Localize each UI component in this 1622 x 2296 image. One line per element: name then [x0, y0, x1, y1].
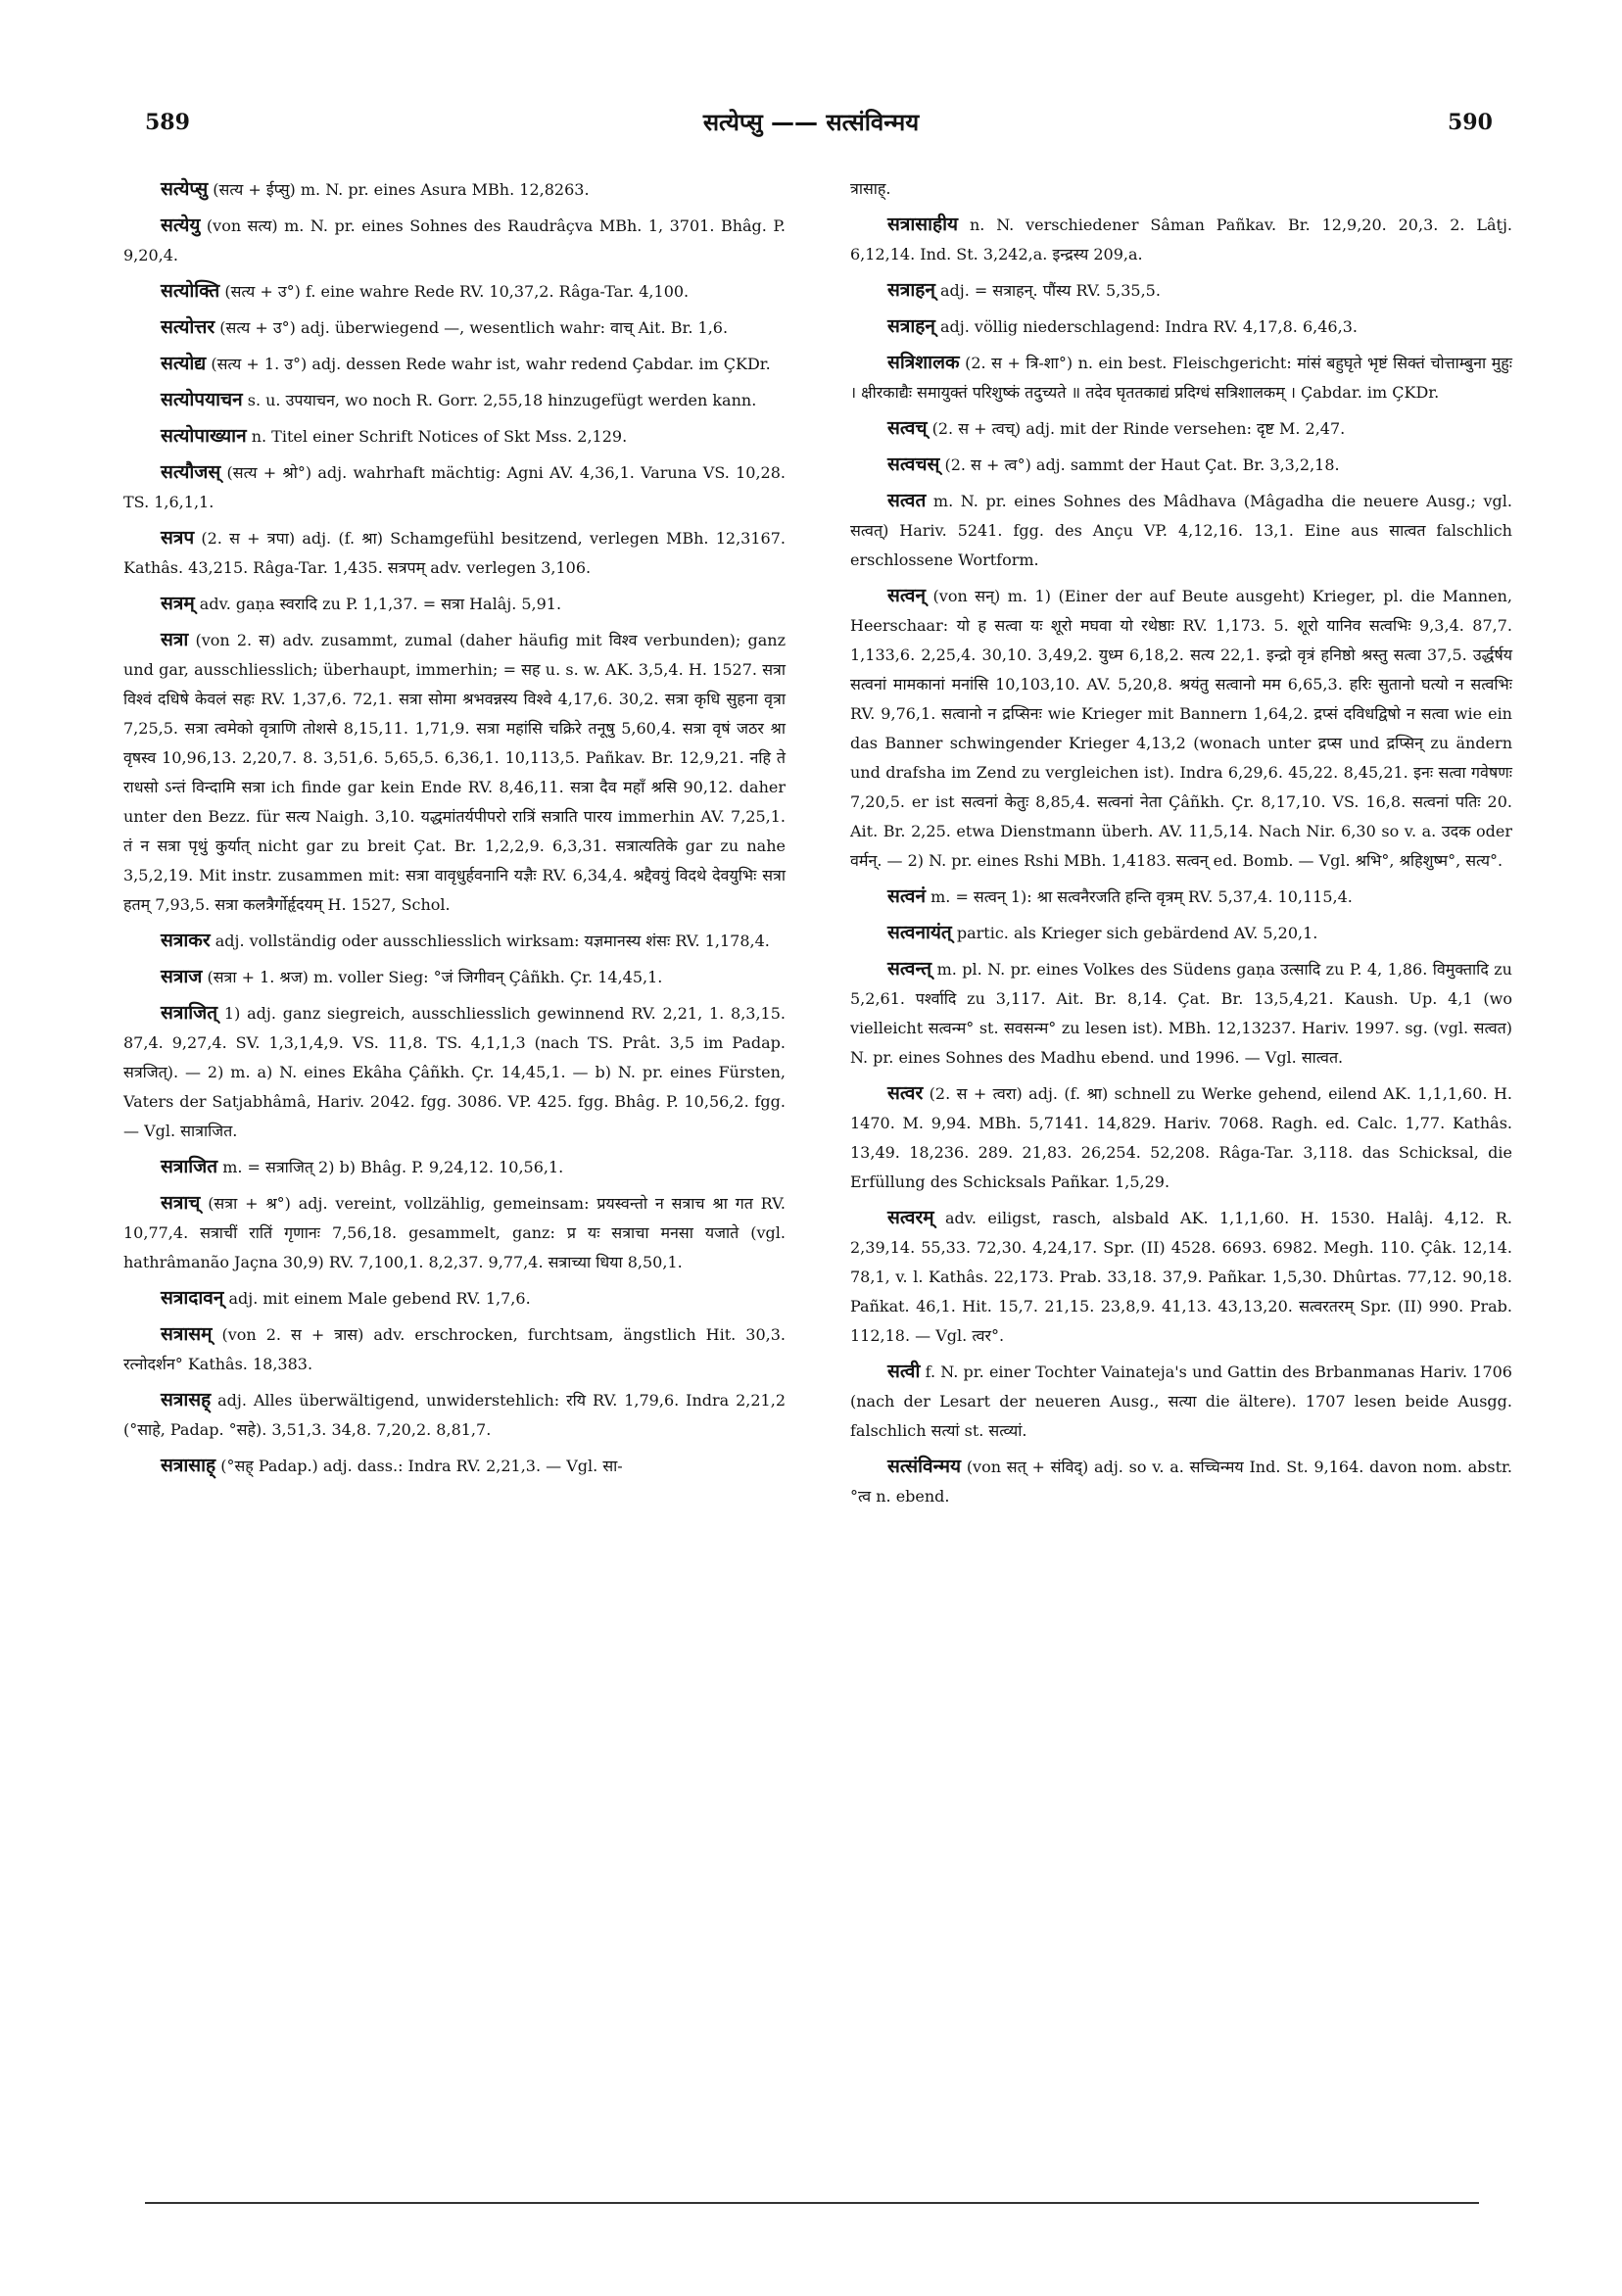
dictionary-entry [850, 348, 1512, 407]
entry-headword: सत्योक्ति [161, 280, 220, 302]
dictionary-entry [123, 276, 786, 307]
entry-text: adj. vollständig oder ausschliesslich wirksam: यज्ञमानस्य शंसः RV. 1,178,4. [215, 932, 770, 950]
dictionary-entry [123, 174, 786, 205]
entry-text: adj. Alles überwältigend, unwiderstehlich: रयि RV. 1,79,6. Indra 2,21,2 (°साहे, Padap. °सहे). 3,51,3. 34,8. 7,20,2. 8,81,7. [123, 1391, 787, 1439]
entry-text: adv. eiligst, rasch, alsbald AK. 1,1,1,60. H. 1530. Halâj. 4,12. R. 2,39,14. 55,33. 72,30. 4,24,17. Spr. (II) 4528. 6693. 6982. Megh. 110. Çâk. 12,14. 78,1, v. l. Kathâs. 22,173. Prab. 33,18. 37,9. Pañkar. 1,5,30. Dhûrtas. 77,12. 90,18. Pañkat. 46,1. Hit. 15,7. 21,15. 23,8,9. 41,13. 43,13,20. सत्वरतरम् Spr. (II) 990. Prab. 112,18. — Vgl. त्वर°. [850, 1209, 1512, 1345]
entry-text: (2. स + त्वच्) adj. mit der Rinde versehen: दृष्ट M. 2,47. [931, 419, 1346, 438]
dictionary-entry [123, 421, 786, 452]
left-page-number: 589 [145, 110, 190, 135]
dictionary-entry [850, 581, 1512, 876]
dictionary-entry [850, 413, 1512, 444]
entry-text: (सत्य + ईप्सु) m. N. pr. eines Asura MBh. 12,8263. [213, 180, 590, 199]
entry-headword: सत्रासाह् [161, 1455, 216, 1476]
dictionary-entry [850, 1357, 1512, 1446]
entry-text: (°सह् Padap.) adj. dass.: Indra RV. 2,21,3. — Vgl. सा- [220, 1457, 623, 1475]
entry-headword: सत्वनायंत् [887, 922, 952, 943]
entry-headword: सत्रप [161, 527, 195, 549]
entry-text: (2. स + त्व°) adj. sammt der Haut Çat. Br. 3,3,2,18. [944, 455, 1340, 474]
entry-headword: सत्योपयाचन [161, 389, 243, 410]
entry-text: (सत्रा + श्र°) adj. vereint, vollzählig, gemeinsam: प्रयस्वन्तो न सत्राच श्रा गत RV. 10,77,4. सत्राचीं रातिं गृणानः 7,56,18. gesammelt, ganz: प्र यः सत्राचा मनसा यजाते (vgl. hathrâmanão Jaçna 30,9) RV. 7,100,1. 8,2,37. 9,77,4. सत्राच्या धिया 8,50,1. [123, 1194, 786, 1271]
dictionary-entry [123, 523, 786, 583]
entry-headword: सत्रादावन् [161, 1287, 224, 1309]
entry-text: (von 2. स + त्रास) adv. erschrocken, furchtsam, ängstlich Hit. 30,3. रत्नोदर्शन° Kathâs. 18,383. [123, 1325, 786, 1373]
entry-headword: सत्रासह् [161, 1389, 212, 1411]
entry-text: n. Titel einer Schrift Notices of Skt Mss. 2,129. [251, 427, 628, 446]
dictionary-entry [850, 311, 1512, 342]
dictionary-entry [123, 385, 786, 415]
entry-headword: सत्राच् [161, 1192, 201, 1214]
dictionary-entry [123, 998, 786, 1146]
entry-text: (von सत्य) m. N. pr. eines Sohnes des Raudrâçva MBh. 1, 3701. Bhâg. P. 9,20,4. [123, 216, 786, 264]
entry-headword: सत्राहन् [887, 279, 935, 301]
entry-headword: सत्वनं [887, 885, 926, 907]
entry-headword: सत्वन्त् [887, 958, 932, 980]
entry-text: partic. als Krieger sich gebärdend AV. 5,20,1. [956, 924, 1318, 942]
dictionary-entry [850, 1078, 1512, 1197]
entry-headword: सत्रा [161, 629, 189, 650]
dictionary-entry [123, 457, 786, 517]
dictionary-entry [850, 954, 1512, 1073]
dictionary-entry [850, 1452, 1512, 1511]
entry-text: m. pl. N. pr. eines Volkes des Südens gaṇa उत्सादि zu P. 4, 1,86. विमुक्तादि zu 5,2,61. पर्श्वादि zu 3,117. Ait. Br. 8,14. Çat. Br. 13,5,4,21. Kaush. Up. 4,1 (wo vielleicht सत्वन्म° st. सवसन्म° zu lesen ist). MBh. 12,13237. Hariv. 1997. sg. (vgl. सत्वत) N. pr. eines Sohnes des Madhu ebend. und 1996. — Vgl. सात्वत. [850, 960, 1512, 1067]
entry-headword: सत्संविन्मय [887, 1456, 962, 1477]
dictionary-entry [123, 625, 786, 920]
entry-headword: सत्वरम् [887, 1207, 934, 1228]
entry-headword: सत्योपाख्यान [161, 425, 247, 447]
entry-text: n. N. verschiedener Sâman Pañkav. Br. 12,9,20. 20,3. 2. Lâṭj. 6,12,14. Ind. St. 3,242,a. इन्द्रस्य 209,a. [850, 215, 1512, 263]
footer-rule [145, 2202, 1479, 2204]
dictionary-entry [123, 312, 786, 343]
entry-headword: सत्राकर [161, 930, 211, 951]
dictionary-entry [850, 486, 1512, 575]
entry-text: adv. gaṇa स्वरादि zu P. 1,1,37. = सत्रा Halâj. 5,91. [199, 595, 562, 613]
entry-text: adj. völlig niederschlagend: Indra RV. 4,17,8. 6,46,3. [939, 317, 1358, 336]
dictionary-entry [123, 1319, 786, 1379]
running-head: सत्येप्सु —— सत्संविन्मय [702, 109, 920, 136]
entry-text: (2. स + त्रि-शा°) n. ein best. Fleischgericht: मांसं बहुघृते भृष्टं सिक्तं चोत्ताम्बुना मुहुः । क्षीरकाद्यैः समायुक्तं परिशुष्कं तदुच्यते ॥ तदेव घृततकाद्यं प्रदिग्धं सत्रिशालकम् । Çabdar. im ÇKDr. [850, 354, 1512, 402]
entry-text: त्रासाह्. [850, 179, 891, 198]
dictionary-entry [123, 1152, 786, 1182]
dictionary-entry [123, 1283, 786, 1314]
entry-text: (सत्रा + 1. श्रज) m. voller Sieg: °जं जिगीवन् Çâñkh. Çr. 14,45,1. [207, 968, 663, 986]
entry-text: adj. = सत्राहन्. पौंस्य RV. 5,35,5. [939, 281, 1161, 300]
entry-headword: सत्रम् [161, 593, 195, 614]
entry-headword: सत्रिशालक [887, 352, 960, 373]
dictionary-entry [850, 1203, 1512, 1351]
entry-headword: सत्वर [887, 1082, 924, 1104]
dictionary-entry [123, 926, 786, 956]
right-page-number: 590 [1448, 110, 1493, 135]
left-column [123, 174, 786, 1487]
entry-headword: सत्योत्तर [161, 316, 215, 338]
entry-text: adj. mit einem Male gebend RV. 1,7,6. [228, 1289, 531, 1308]
dictionary-entry [850, 882, 1512, 912]
entry-text: s. u. उपयाचन, wo noch R. Gorr. 2,55,18 hinzugefügt werden kann. [247, 391, 757, 409]
entry-headword: सत्रासाहीय [887, 214, 959, 235]
entry-headword: सत्रासम् [161, 1323, 213, 1345]
entry-headword: सत्वी [887, 1361, 921, 1382]
entry-text: (सत्य + 1. उ°) adj. dessen Rede wahr ist, wahr redend Çabdar. im ÇKDr. [211, 355, 771, 373]
entry-text: m. = सत्राजित् 2) b) Bhâg. P. 9,24,12. 10,56,1. [222, 1158, 564, 1176]
entry-text: (सत्य + उ°) adj. überwiegend —, wesentlich wahr: वाच् Ait. Br. 1,6. [219, 318, 729, 337]
dictionary-entry [123, 1385, 786, 1445]
entry-headword: सत्वन् [887, 585, 926, 606]
entry-text: (2. स + त्रपा) adj. (f. श्रा) Schamgefühl besitzend, verlegen MBh. 12,3167. Kathâs. 43,215. Râga-Tar. 1,435. सत्रपम् adv. verlegen 3,106. [123, 529, 786, 577]
entry-text: m. N. pr. eines Sohnes des Mâdhava (Mâgadha die neuere Ausg.; vgl. सत्वत्) Hariv. 5241. fgg. des Ançu VP. 4,12,16. 13,1. Eine aus सात्वत falschlich erschlossene Wortform. [850, 492, 1512, 569]
entry-text: (von सत् + संविद्) adj. so v. a. सच्चिन्मय Ind. St. 9,164. davon nom. abstr. °त्व n. ebend. [850, 1458, 1512, 1506]
entry-text: m. = सत्वन् 1): श्रा सत्वनैरजति हन्ति वृत्रम् RV. 5,37,4. 10,115,4. [930, 887, 1353, 906]
entry-text: (2. स + त्वरा) adj. (f. श्रा) schnell zu Werke gehend, eilend AK. 1,1,1,60. H. 1470. M. 9,94. MBh. 5,7141. 14,829. Hariv. 7068. Ragh. ed. Calc. 1,77. Kathâs. 13,49. 18,236. 289. 21,83. 26,254. 52,208. Râga-Tar. 3,118. das Schicksal, die Erfüllung des Schicksals Pañkar. 1,5,29. [850, 1084, 1512, 1191]
entry-headword: सत्राजित् [161, 1002, 218, 1024]
dictionary-entry [123, 1451, 786, 1481]
dictionary-entry [850, 918, 1512, 948]
right-column [850, 174, 1512, 1517]
dictionary-entry [123, 1188, 786, 1277]
dictionary-entry [850, 275, 1512, 306]
entry-text: (von सन्) m. 1) (Einer der auf Beute ausgeht) Krieger, pl. die Mannen, Heerschaar: यो ह सत्वा यः शूरो मघवा यो रथेष्ठाः RV. 1,173. 5. शूरो यानिव सत्वभिः 9,3,4. 87,7. 1,133,6. 2,25,4. 30,10. 3,49,2. युध्म 6,18,2. सत्य 22,1. इन्द्रो वृत्रं हनिष्ठो श्रस्तु सत्वा 37,5. उर्द्धर्षय सत्वनां मामकानां मनांसि 10,103,10. AV. 5,20,8. श्रयंतु सत्वानो मम 6,65,3. हरिः सुतानो घत्यो न सत्वभिः RV. 9,76,1. सत्वानो न द्रप्सिनः wie Krieger mit Bannern 1,64,2. द्रप्सं दविधद्विषो न सत्वा wie ein das Banner schwingender Krieger 4,13,2 (wonach unter द्रप्स und द्रप्सिन् zu ändern und drafsha im Zend zu vergleichen ist). Indra 6,29,6. 45,22. 8,45,21. इनः सत्वा गवेषणः 7,20,5. er ist सत्वनां केतुः 8,85,4. सत्वनां नेता Çâñkh. Çr. 8,17,10. VS. 16,8. सत्वनां पतिः 20. Ait. Br. 2,25. etwa Dienstmann überh. AV. 11,5,14. Nach Nir. 6,30 so v. a. उदक oder वर्मन्. — 2) N. pr. eines Rshi MBh. 1,4183. सत्वन् ed. Bomb. — Vgl. श्रभि°, श्रहिशुष्म°, सत्य°. [850, 587, 1512, 870]
dictionary-entry [850, 450, 1512, 480]
entry-headword: सत्येप्सु [161, 178, 209, 200]
entry-headword: सत्वत [887, 490, 927, 511]
entry-text: f. N. pr. einer Tochter Vainateja's und Gattin des Brbanmanas Hariv. 1706 (nach der Lesart der neueren Ausg., सत्या die ältere). 1707 lesen beide Ausgg. falschlich सत्यां st. सत्व्यां. [850, 1363, 1512, 1440]
entry-headword: सत्राज [161, 966, 203, 987]
entry-text: 1) adj. ganz siegreich, ausschliesslich gewinnend RV. 2,21, 1. 8,3,15. 87,4. 9,27,4. SV. 1,3,1,4,9. VS. 11,8. TS. 4,1,1,3 (nach TS. Prât. 3,5 im Padap. सत्रजित्). — 2) m. a) N. eines Ekâha Çâñkh. Çr. 14,45,1. — b) N. pr. eines Fürsten, Vaters der Satjabhâmâ, Hariv. 2042. fgg. 3086. VP. 425. fgg. Bhâg. P. 10,56,2. fgg. — Vgl. सात्राजित. [123, 1004, 786, 1140]
dictionary-entry [123, 349, 786, 379]
entry-headword: सत्वचस् [887, 454, 940, 475]
entry-text: (von 2. स) adv. zusammt, zumal (daher häufig mit विश्व verbunden); ganz und gar, ausschliesslich; überhaupt, immerhin; = सह u. s. w. AK. 3,5,4. H. 1527. सत्रा विश्वं दधिषे केवलं सहः RV. 1,37,6. 72,1. सत्रा सोमा श्रभवन्नस्य विश्वे 4,17,6. 30,2. सत्रा कृधि सुहना वृत्रा 7,25,5. सत्रा त्वमेको वृत्राणि तोशसे 8,15,11. 1,71,9. सत्रा महांसि चक्रिरे तनूषु 5,60,4. सत्रा वृषं जठर श्रा वृषस्व 10,96,13. 2,20,7. 8. 3,51,6. 5,65,5. 6,36,1. 10,113,5. Pañkav. Br. 12,9,21. नहि ते राधसो ऽन्तं विन्दामि सत्रा ich finde gar kein Ende RV. 8,46,11. सत्रा दैव महाँ श्रसि 90,12. daher unter den Bezz. für सत्य Naigh. 3,10. यद्धमांतर्यपीपरो रात्रिं सत्राति पारय immerhin AV. 7,25,1. तं न सत्रा पृथुं कुर्यात् nicht gar zu breit Çat. Br. 1,2,2,9. 6,3,31. सत्रात्यतिके gar zu nahe 3,5,2,19. Mit instr. zusammen mit: सत्रा वावृधुर्हवनानि यज्ञैः RV. 6,34,4. श्रद्दैवयुं विदथे देवयुभिः सत्रा हतम् 7,93,5. सत्रा कलत्रैर्गोर्हृदयम् H. 1527, Schol. [123, 631, 786, 914]
entry-headword: सत्राजित [161, 1156, 218, 1177]
entry-headword: सत्वच् [887, 417, 928, 439]
dictionary-entry [850, 174, 1512, 204]
dictionary-entry [123, 211, 786, 270]
entry-headword: सत्राहन् [887, 315, 935, 337]
entry-headword: सत्योद्य [161, 353, 207, 374]
dictionary-entry [123, 589, 786, 619]
entry-headword: सत्येयु [161, 215, 201, 236]
entry-headword: सत्यौजस् [161, 461, 221, 483]
dictionary-entry [850, 210, 1512, 269]
entry-text: (सत्य + श्रो°) adj. wahrhaft mächtig: Agni AV. 4,36,1. Varuna VS. 10,28. TS. 1,6,1,1. [123, 463, 786, 511]
entry-text: (सत्य + उ°) f. eine wahre Rede RV. 10,37,2. Râga-Tar. 4,100. [224, 282, 690, 301]
dictionary-entry [123, 962, 786, 992]
